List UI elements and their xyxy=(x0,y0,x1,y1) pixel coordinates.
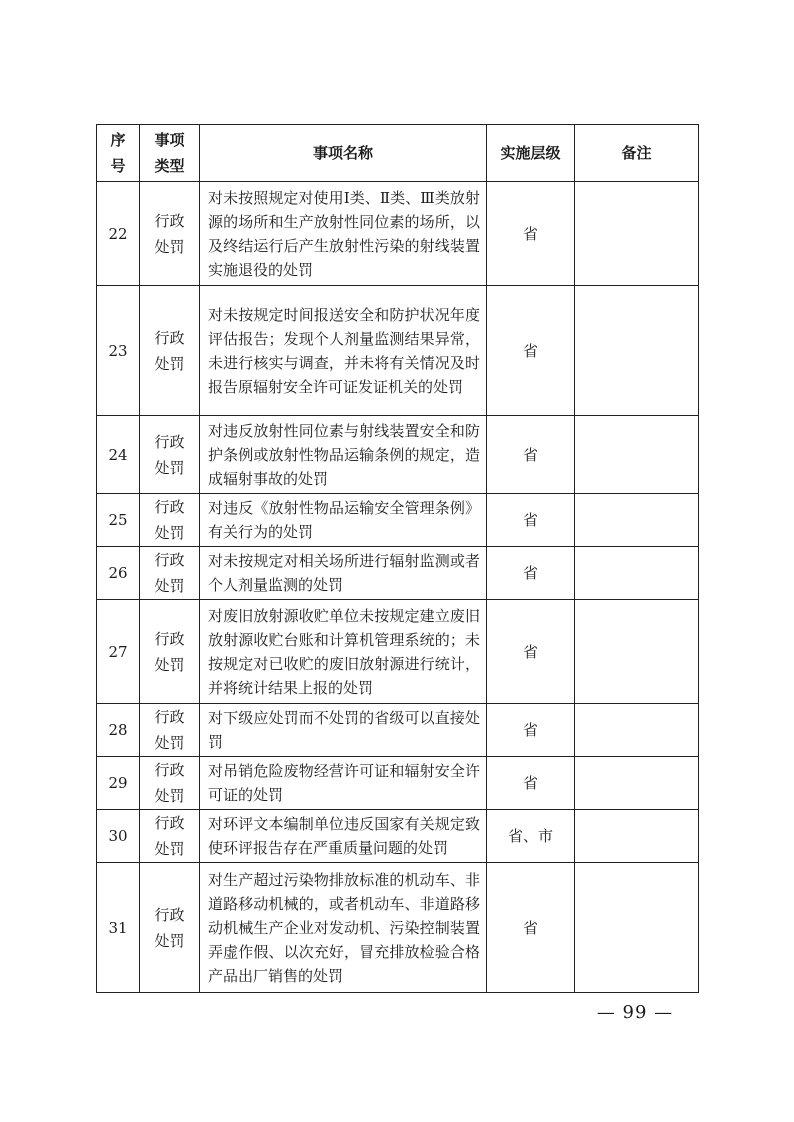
row-note xyxy=(575,757,699,810)
row-name: 对未按规定对相关场所进行辐射监测或者个人剂量监测的处罚 xyxy=(200,547,487,600)
row-seq: 31 xyxy=(97,863,140,993)
row-seq: 25 xyxy=(97,494,140,547)
row-type: 行政 处罚 xyxy=(140,547,200,600)
row-type: 行政 处罚 xyxy=(140,810,200,863)
header-row xyxy=(97,125,699,182)
row-level: 省 xyxy=(487,600,575,704)
row-seq: 23 xyxy=(97,286,140,416)
row-note xyxy=(575,810,699,863)
header-type: 事项 类型 xyxy=(140,125,200,182)
page-number: — 99 — xyxy=(596,1002,674,1023)
row-type: 行政 处罚 xyxy=(140,704,200,757)
table-row xyxy=(97,704,699,757)
row-seq: 22 xyxy=(97,182,140,286)
table-row xyxy=(97,810,699,863)
row-name: 对废旧放射源收贮单位未按规定建立废旧放射源收贮台账和计算机管理系统的；未按规定对已收贮的废旧放射源进行统计，并将统计结果上报的处罚 xyxy=(200,600,487,704)
row-seq: 28 xyxy=(97,704,140,757)
table-row xyxy=(97,286,699,416)
row-note xyxy=(575,600,699,704)
row-name: 对未按规定时间报送安全和防护状况年度评估报告；发现个人剂量监测结果异常，未进行核实与调查，并未将有关情况及时报告原辐射安全许可证发证机关的处罚 xyxy=(200,286,487,416)
row-seq: 26 xyxy=(97,547,140,600)
row-level: 省 xyxy=(487,286,575,416)
table-row xyxy=(97,547,699,600)
row-name: 对环评文本编制单位违反国家有关规定致使环评报告存在严重质量问题的处罚 xyxy=(200,810,487,863)
row-level: 省 xyxy=(487,757,575,810)
row-type: 行政 处罚 xyxy=(140,416,200,494)
row-level: 省 xyxy=(487,704,575,757)
row-note xyxy=(575,286,699,416)
row-seq: 30 xyxy=(97,810,140,863)
row-type: 行政 处罚 xyxy=(140,494,200,547)
header-name: 事项名称 xyxy=(200,125,487,182)
table-row xyxy=(97,494,699,547)
row-seq: 27 xyxy=(97,600,140,704)
row-note xyxy=(575,182,699,286)
row-name: 对生产超过污染物排放标准的机动车、非道路移动机械的，或者机动车、非道路移动机械生产企业对发动机、污染控制装置弄虚作假、以次充好，冒充排放检验合格产品出厂销售的处罚 xyxy=(200,863,487,993)
regulation-table xyxy=(96,124,699,993)
row-type: 行政 处罚 xyxy=(140,286,200,416)
row-name: 对未按照规定对使用Ⅰ类、Ⅱ类、Ⅲ类放射源的场所和生产放射性同位素的场所，以及终结运行后产生放射性污染的射线装置实施退役的处罚 xyxy=(200,182,487,286)
row-level: 省 xyxy=(487,547,575,600)
row-level: 省 xyxy=(487,494,575,547)
row-note xyxy=(575,704,699,757)
row-seq: 24 xyxy=(97,416,140,494)
row-level: 省、市 xyxy=(487,810,575,863)
table-row xyxy=(97,416,699,494)
table-row xyxy=(97,757,699,810)
row-note xyxy=(575,494,699,547)
table-row xyxy=(97,863,699,993)
table-row xyxy=(97,600,699,704)
row-type: 行政 处罚 xyxy=(140,182,200,286)
header-seq: 序 号 xyxy=(97,125,140,182)
row-level: 省 xyxy=(487,863,575,993)
row-note xyxy=(575,863,699,993)
row-note xyxy=(575,416,699,494)
header-note: 备注 xyxy=(575,125,699,182)
row-name: 对违反放射性同位素与射线装置安全和防护条例或放射性物品运输条例的规定，造成辐射事故的处罚 xyxy=(200,416,487,494)
table-row xyxy=(97,182,699,286)
row-type: 行政 处罚 xyxy=(140,863,200,993)
row-type: 行政 处罚 xyxy=(140,600,200,704)
row-note xyxy=(575,547,699,600)
row-type: 行政 处罚 xyxy=(140,757,200,810)
row-name: 对违反《放射性物品运输安全管理条例》有关行为的处罚 xyxy=(200,494,487,547)
row-name: 对吊销危险废物经营许可证和辐射安全许可证的处罚 xyxy=(200,757,487,810)
header-level: 实施层级 xyxy=(487,125,575,182)
row-level: 省 xyxy=(487,416,575,494)
row-level: 省 xyxy=(487,182,575,286)
row-name: 对下级应处罚而不处罚的省级可以直接处罚 xyxy=(200,704,487,757)
row-seq: 29 xyxy=(97,757,140,810)
